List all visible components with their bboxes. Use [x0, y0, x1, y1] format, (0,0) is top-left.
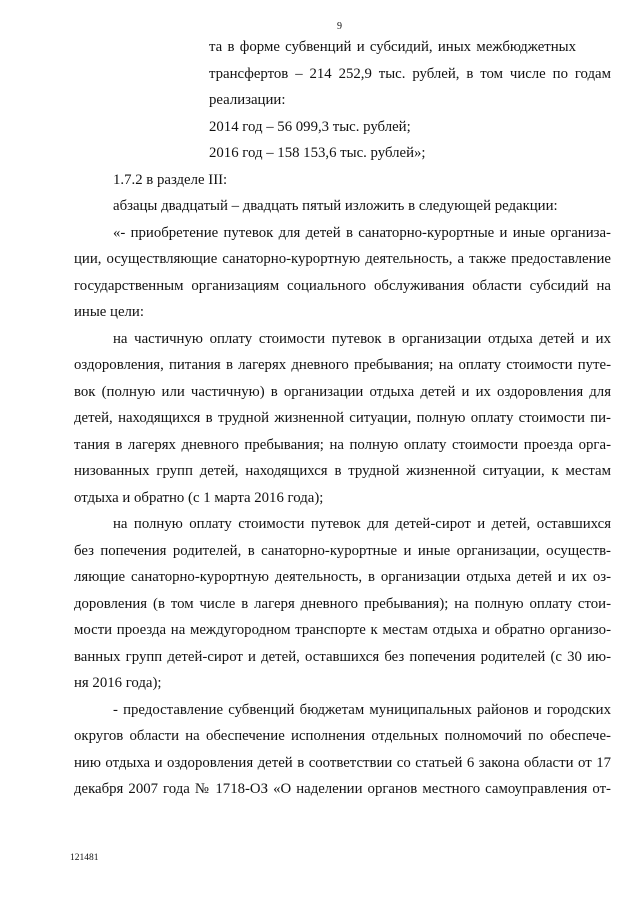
- text-line: реализации:: [209, 92, 286, 108]
- text-line: низованных групп детей, находящихся в трудной жизненной ситуации, к местам: [74, 463, 611, 479]
- text-line: нию отдыха и оздоровления детей в соответствии со статьей 6 закона области от 17: [74, 755, 611, 771]
- text-line: детей, находящихся в трудной жизненной ситуации, полную оплату стоимости пи-: [74, 410, 611, 426]
- text-line: иные цели:: [74, 304, 144, 320]
- text-line: доровления (в том числе в лагеря дневного пребывания); на полную оплату стои-: [74, 596, 611, 612]
- text-line: на частичную оплату стоимости путевок в организации отдыха детей и их: [113, 331, 611, 347]
- page-number: 9: [337, 21, 342, 32]
- text-line: государственным организациям социального обслуживания области субсидий на: [74, 278, 611, 294]
- text-line: 2014 год – 56 099,3 тыс. рублей;: [209, 119, 411, 135]
- text-line: на полную оплату стоимости путевок для детей-сирот и детей, оставшихся: [113, 516, 611, 532]
- text-line: декабря 2007 года № 1718-ОЗ «О наделении органов местного самоуправления от-: [74, 781, 611, 797]
- text-line: без попечения родителей, в санаторно-курортные и иные организации, осуществ-: [74, 543, 611, 559]
- text-line: вок (полную или частичную) в организации отдыха детей и их оздоровления для: [74, 384, 611, 400]
- text-line: абзацы двадцатый – двадцать пятый изложить в следующей редакции:: [113, 198, 558, 214]
- text-line: та в форме субвенций и субсидий, иных межбюджетных: [209, 39, 576, 55]
- text-line: мости проезда на междугородном транспорте к местам отдыха и обратно организо-: [74, 622, 611, 638]
- text-line: тания в лагерях дневного пребывания; на полную оплату стоимости проезда орга-: [74, 437, 611, 453]
- text-line: «- приобретение путевок для детей в санаторно-курортные и иные организа-: [113, 225, 611, 241]
- text-line: ции, осуществляющие санаторно-курортную деятельность, а также предоставление: [74, 251, 611, 267]
- text-line: ня 2016 года);: [74, 675, 162, 691]
- text-line: ванных групп детей-сирот и детей, оставшихся без попечения родителей (с 30 ию-: [74, 649, 611, 665]
- text-line: оздоровления, питания в лагерях дневного пребывания; на оплату стоимости путе-: [74, 357, 611, 373]
- text-line: 2016 год – 158 153,6 тыс. рублей»;: [209, 145, 426, 161]
- text-line: 1.7.2 в разделе III:: [113, 172, 228, 188]
- document-code: 121481: [70, 853, 99, 863]
- text-line: - предоставление субвенций бюджетам муниципальных районов и городских: [113, 702, 611, 718]
- text-line: трансфертов – 214 252,9 тыс. рублей, в том числе по годам: [209, 66, 611, 82]
- text-line: ляющие санаторно-курортную деятельность, в организации отдыха детей и их оз-: [74, 569, 611, 585]
- text-line: отдыха и обратно (с 1 марта 2016 года);: [74, 490, 324, 506]
- text-line: округов области на обеспечение исполнения отдельных полномочий по обеспече-: [74, 728, 611, 744]
